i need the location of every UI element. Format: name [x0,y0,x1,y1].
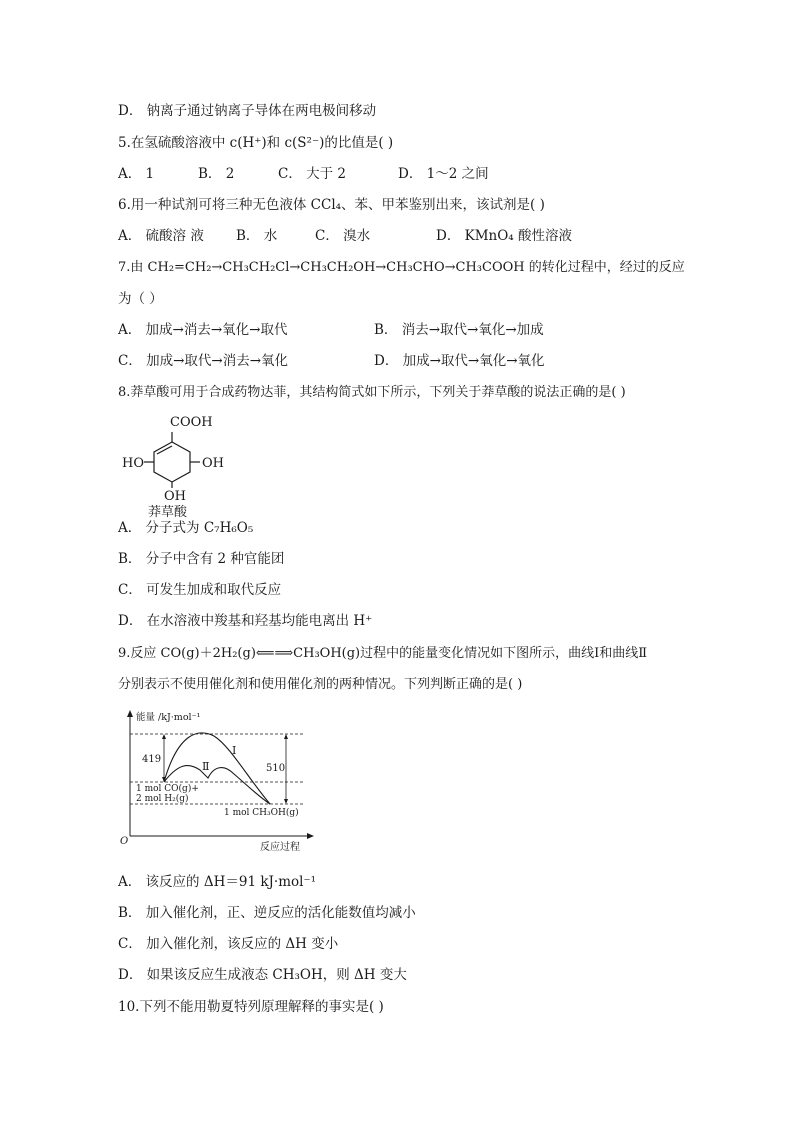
curve-1-label: Ⅰ [232,744,237,757]
oh-bottom-label: OH [164,489,186,504]
question-9: 9.反应 CO(g)＋2H₂(g)⟸⟹CH₃OH(g)过程中的能量变化情况如下图所示，曲线Ⅰ和曲线Ⅱ [118,646,648,661]
product-label: 1 mol CH₃OH(g) [224,808,299,818]
x-axis-label: 反应过程 [260,842,300,853]
question-7-option-d: D． 加成→取代→氧化→氧化 [374,353,545,369]
question-7-option-b: B． 消去→取代→氧化→加成 [374,322,544,338]
value-419: 419 [142,754,162,765]
question-4-option-d: D． 钠离子通过钠离子导体在两电极间移动 [118,103,377,119]
compound-name: 莽草酸 [148,505,188,520]
reactant-label-2: 2 mol H₂(g) [136,794,189,804]
question-9-option-b: B． 加入催化剂，正、逆反应的活化能数值均减小 [118,905,416,921]
question-7-option-c: C． 加成→取代→消去→氧化 [118,353,289,369]
question-5-option-a: A． 1 [118,166,155,182]
structure-diagram [118,410,238,520]
question-5-option-b: B． 2 [198,166,235,182]
shikimic-acid-structure [118,410,238,520]
question-7-continued: 为（ ） [118,291,163,307]
reactant-label-1: 1 mol CO(g)+ [136,784,199,794]
y-axis-label: 能量 /kJ·mol⁻¹ [136,712,201,723]
question-7: 7.由 CH₂=CH₂→CH₃CH₂Cl→CH₃CH₂OH→CH₃CHO→CH₃COOH 的转化过程中，经过的反应 [118,260,685,275]
question-5-option-c: C． 大于 2 [278,166,347,182]
question-6-option-c: C． 溴水 [315,228,371,244]
question-6-option-d: D． KMnO₄ 酸性溶液 [436,228,572,244]
question-8-option-c: C． 可发生加成和取代反应 [118,582,282,598]
question-6-option-a: A． 硫酸溶 液 [118,228,204,244]
question-8-option-d: D． 在水溶液中羧基和羟基均能电离出 H⁺ [118,613,373,629]
origin-label: O [120,836,129,847]
ho-left-label: HO [122,456,144,471]
question-5-option-d: D． 1～2 之间 [398,166,489,182]
question-8: 8.莽草酸可用于合成药物达菲，其结构简式如下所示，下列关于莽草酸的说法正确的是( ) [118,385,626,400]
question-9-option-c: C． 加入催化剂，该反应的 ΔH 变小 [118,936,339,952]
energy-diagram-svg [118,708,318,858]
cooh-label: COOH [170,415,213,430]
question-6-option-b: B． 水 [236,228,278,244]
question-9-option-a: A． 该反应的 ΔH＝91 kJ·mol⁻¹ [118,874,316,890]
question-5: 5.在氢硫酸溶液中 c(H⁺)和 c(S²⁻)的比值是( ) [118,135,394,151]
question-9-continued: 分别表示不使用催化剂和使用催化剂的两种情况。下列判断正确的是( ) [118,677,523,692]
oh-right-label: OH [202,456,224,471]
value-510: 510 [266,763,286,774]
question-9-option-d: D． 如果该反应生成液态 CH₃OH，则 ΔH 变大 [118,967,407,983]
question-10: 10.下列不能用勒夏特列原理解释的事实是( ) [118,999,384,1015]
question-8-option-a: A． 分子式为 C₇H₆O₅ [118,520,254,536]
question-6: 6.用一种试剂可将三种无色液体 CCl₄、苯、甲苯鉴别出来，该试剂是( ) [118,197,545,213]
question-8-option-b: B． 分子中含有 2 种官能团 [118,551,285,567]
energy-diagram [118,708,318,858]
curve-2-label: Ⅱ [202,760,210,773]
question-7-option-a: A． 加成→消去→氧化→取代 [118,322,288,338]
